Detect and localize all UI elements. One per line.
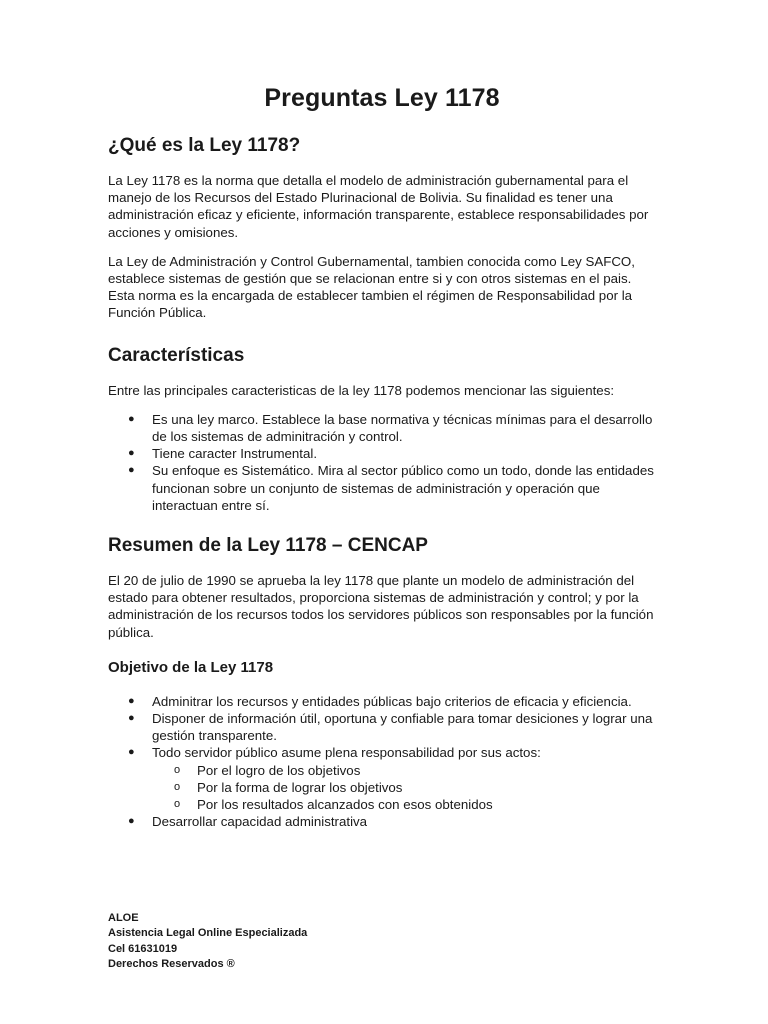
sublist-item [108, 796, 656, 813]
bullet-icon: ● [128, 412, 135, 425]
footer-org-name: ALOE [108, 912, 139, 924]
sublist-item-text: Por el logro de los objetivos [197, 762, 361, 778]
footer-org-fullname: Asistencia Legal Online Especializada [108, 927, 308, 940]
footer-copyright: Derechos Reservados ® [108, 958, 235, 971]
section-heading: Características [108, 344, 245, 366]
list-item [108, 693, 656, 710]
sublist-item [108, 779, 656, 796]
list-item [108, 813, 656, 830]
list-item-text: Es una ley marco. Establece la base normativa y técnicas mínimas para el desarrollo de los sistemas de adminitración y control. [152, 411, 653, 445]
list-item-text: Adminitrar los recursos y entidades públicas bajo criterios de eficacia y eficiencia. [152, 693, 632, 709]
list-item [108, 462, 656, 514]
bullet-icon: ● [128, 447, 135, 460]
bullet-icon: ● [128, 815, 135, 828]
sublist-item-text: Por los resultados alcanzados con esos obtenidos [197, 797, 493, 813]
sub-bullet-list [108, 762, 656, 814]
section-resumen [108, 532, 656, 641]
section-caracteristicas [108, 342, 656, 514]
bullet-icon: ● [128, 712, 135, 725]
circle-bullet-icon: o [174, 798, 181, 811]
list-item [108, 411, 656, 445]
list-item [108, 744, 656, 761]
circle-bullet-icon: o [174, 780, 181, 793]
list-item [108, 445, 656, 462]
list-item [108, 710, 656, 744]
bullet-icon: ● [128, 464, 135, 477]
subsection-heading: Objetivo de la Ley 1178 [108, 658, 274, 676]
document-body [108, 80, 656, 844]
sublist-container [108, 762, 656, 814]
paragraph: La Ley 1178 es la norma que detalla el modelo de administración gubernamental para el manejo de los Recursos del Estado Plurinacional de Bolivia. Su finalidad es tener una administración eficaz y eficiente, información transparente, establece responsabilidades por acciones y omisiones. [108, 173, 649, 240]
paragraph: Entre las principales caracteristicas de la ley 1178 podemos mencionar las siguientes: [108, 382, 615, 398]
bullet-icon: ● [128, 694, 135, 707]
section-heading: ¿Qué es la Ley 1178? [108, 135, 301, 156]
section-que-es [108, 132, 656, 322]
list-item-text: Todo servidor público asume plena responsabilidad por sus actos: [152, 745, 541, 761]
bullet-icon: ● [128, 746, 135, 759]
list-item-text: Desarrollar capacidad administrativa [152, 814, 368, 830]
footer [108, 911, 307, 973]
list-item-text: Su enfoque es Sistemático. Mira al sector público como un todo, donde las entidades funcionan sobre un conjunto de sistemas de administración y operación que interactuan entre sí. [152, 463, 654, 513]
section-heading: Resumen de la Ley 1178 – CENCAP [108, 535, 428, 557]
bullet-list [108, 693, 656, 831]
paragraph: La Ley de Administración y Control Gubernamental, tambien conocida como Ley SAFCO, establece sistemas de gestión que se relacionan entre si y con otros sistemas en el pais. Esta norma es la encargada de establecer tambien el régimen de Responsabilidad por la Función Pública. [108, 253, 635, 321]
list-item-text: Disponer de información útil, oportuna y confiable para tomar desiciones y lograr una gestión transparente. [152, 711, 653, 744]
circle-bullet-icon: o [174, 763, 181, 776]
page-title: Preguntas Ley 1178 [264, 84, 500, 112]
section-objetivo [108, 657, 656, 831]
sublist-item-text: Por la forma de lograr los objetivos [197, 779, 403, 795]
list-item-text: Tiene caracter Instrumental. [152, 446, 318, 462]
bullet-list [108, 411, 656, 514]
sublist-item [108, 762, 656, 779]
footer-phone: Cel 61631019 [108, 942, 178, 955]
paragraph: El 20 de julio de 1990 se aprueba la ley 1178 que plante un modelo de administración del estado para obtener resultados, proporciona sistemas de administración y control; y por la administración de los recursos todos los servidores públicos son responsables por la función pública. [108, 573, 654, 640]
